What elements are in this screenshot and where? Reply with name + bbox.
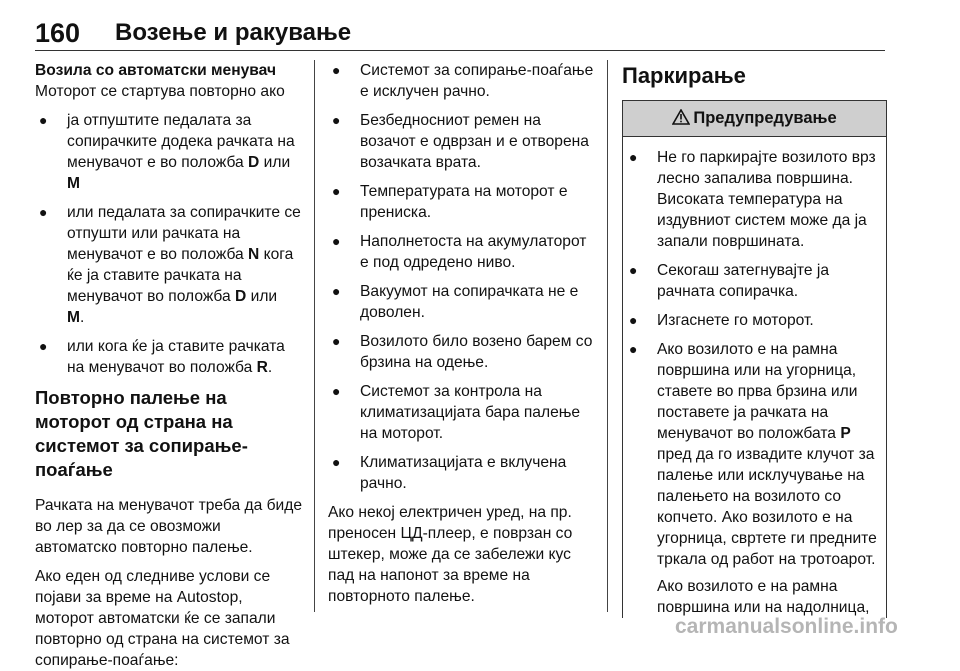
page-header [35,18,885,52]
chapter-title: Возење и ракување [115,19,352,46]
list-item: ● Безбедносниот ремен на возачот е одврзан и е отворена возачката врата. [332,112,589,171]
bullet-icon: ● [332,233,341,249]
bullet-icon: ● [629,262,638,278]
paragraph: Рачката на менувачот треба да биде во лер за да се овозможи автоматско повторно палење. [35,497,302,556]
warning-box [622,100,887,618]
column-1 [35,60,305,671]
intro-text: Моторот се стартува повторно ако [35,83,285,100]
column-3 [622,60,887,626]
list-item: ● или педалата за сопирачките се отпушти или рачката на менувачот е во положба N кога ќе ја ставите рачката на менувачот во положба D или M. [39,204,301,326]
warning-list [629,147,880,618]
watermark: carmanualsonline.info [675,615,898,638]
bullet-icon: ● [332,283,341,299]
section-title-parking: Паркирање [622,63,746,88]
list-item: ● Системот за контрола на климатизацијата бара палење на моторот. [332,383,581,442]
bullet-icon: ● [39,204,48,220]
bullet-icon: ● [332,62,341,78]
column-2 [328,60,598,607]
bullet-icon: ● [332,454,341,470]
list-item: ● Вакуумот на сопирачката не е доволен. [332,283,579,321]
header-rule [35,50,885,51]
bullet-icon: ● [629,149,638,165]
warning-triangle-icon [672,109,690,125]
bullet-icon: ● [629,341,638,357]
section-title-automatic: Возила со автоматски менувач [35,62,277,79]
bullet-icon: ● [332,183,341,199]
warning-header [623,101,886,137]
list-item: ● Изгаснете го моторот. [629,312,814,329]
page-number: 160 [35,18,81,48]
list-item: ● Климатизацијата е вклучена рачно. [332,454,567,492]
list-item: ● Наполнетоста на акумулаторот е под одредено ниво. [332,233,587,271]
list-item: ● Возилото било возено барем со брзина на одење. [332,333,593,371]
paragraph: Ако некој електричен уред, на пр. преносен ЦД-плеер, е поврзан со штекер, може да се забележи кус пад на напонот за време на повторното палење. [328,504,573,605]
continuation-text: Ако возилото е на рамна површина или на надолница, [657,578,870,616]
bullet-icon: ● [332,383,341,399]
list-item: ● ја отпуштите педалата за сопирачките додека рачката на менувачот е во положба D или M [39,112,295,192]
bullet-icon: ● [332,112,341,128]
bullet-icon: ● [39,338,48,354]
list-item: ● Не го паркирајте возилото врз лесно запалива површина. Високата температура на издувниот систем може да ја запали површината. [629,149,876,250]
paragraph: Ако еден од следниве услови се појави за време на Autostop, моторот автоматски ќе се запали повторно од страна на системот за сопирање-поаѓање: [35,568,290,669]
bullet-icon: ● [39,112,48,128]
list-item: ● или кога ќе ја ставите рачката на менувачот во положба R. [39,338,285,376]
list-item: ● Ако возилото е на рамна површина или на угорница, ставете во прва брзина или поставете ја рачката на менувачот во положбата P пред да го извадите клучот за палење или исклучување на палењето на возилото со копчето. Ако возилото е на угорница, свртете ги предните тркала од работ на тротоарот. Ако возилото е на рамна површина или на надолница, [629,339,880,618]
list-item: ● Температурата на моторот е прениска. [332,183,568,221]
section-heading-restart: Повторно палење на моторот од страна на системот за сопирање-поаѓање [35,387,248,480]
warning-title: Предупредување [693,109,837,127]
list-item: ● Системот за сопирање-поаѓање е исклучен рачно. [332,62,594,100]
warning-body [623,137,886,618]
bullet-icon: ● [629,312,638,328]
bullet-icon: ● [332,333,341,349]
autostart-conditions-list [328,60,598,494]
restart-conditions-list [35,110,305,378]
column-divider [607,60,608,612]
list-item: ● Секогаш затегнувајте ја рачната сопирачка. [629,262,830,300]
column-divider [314,60,315,612]
